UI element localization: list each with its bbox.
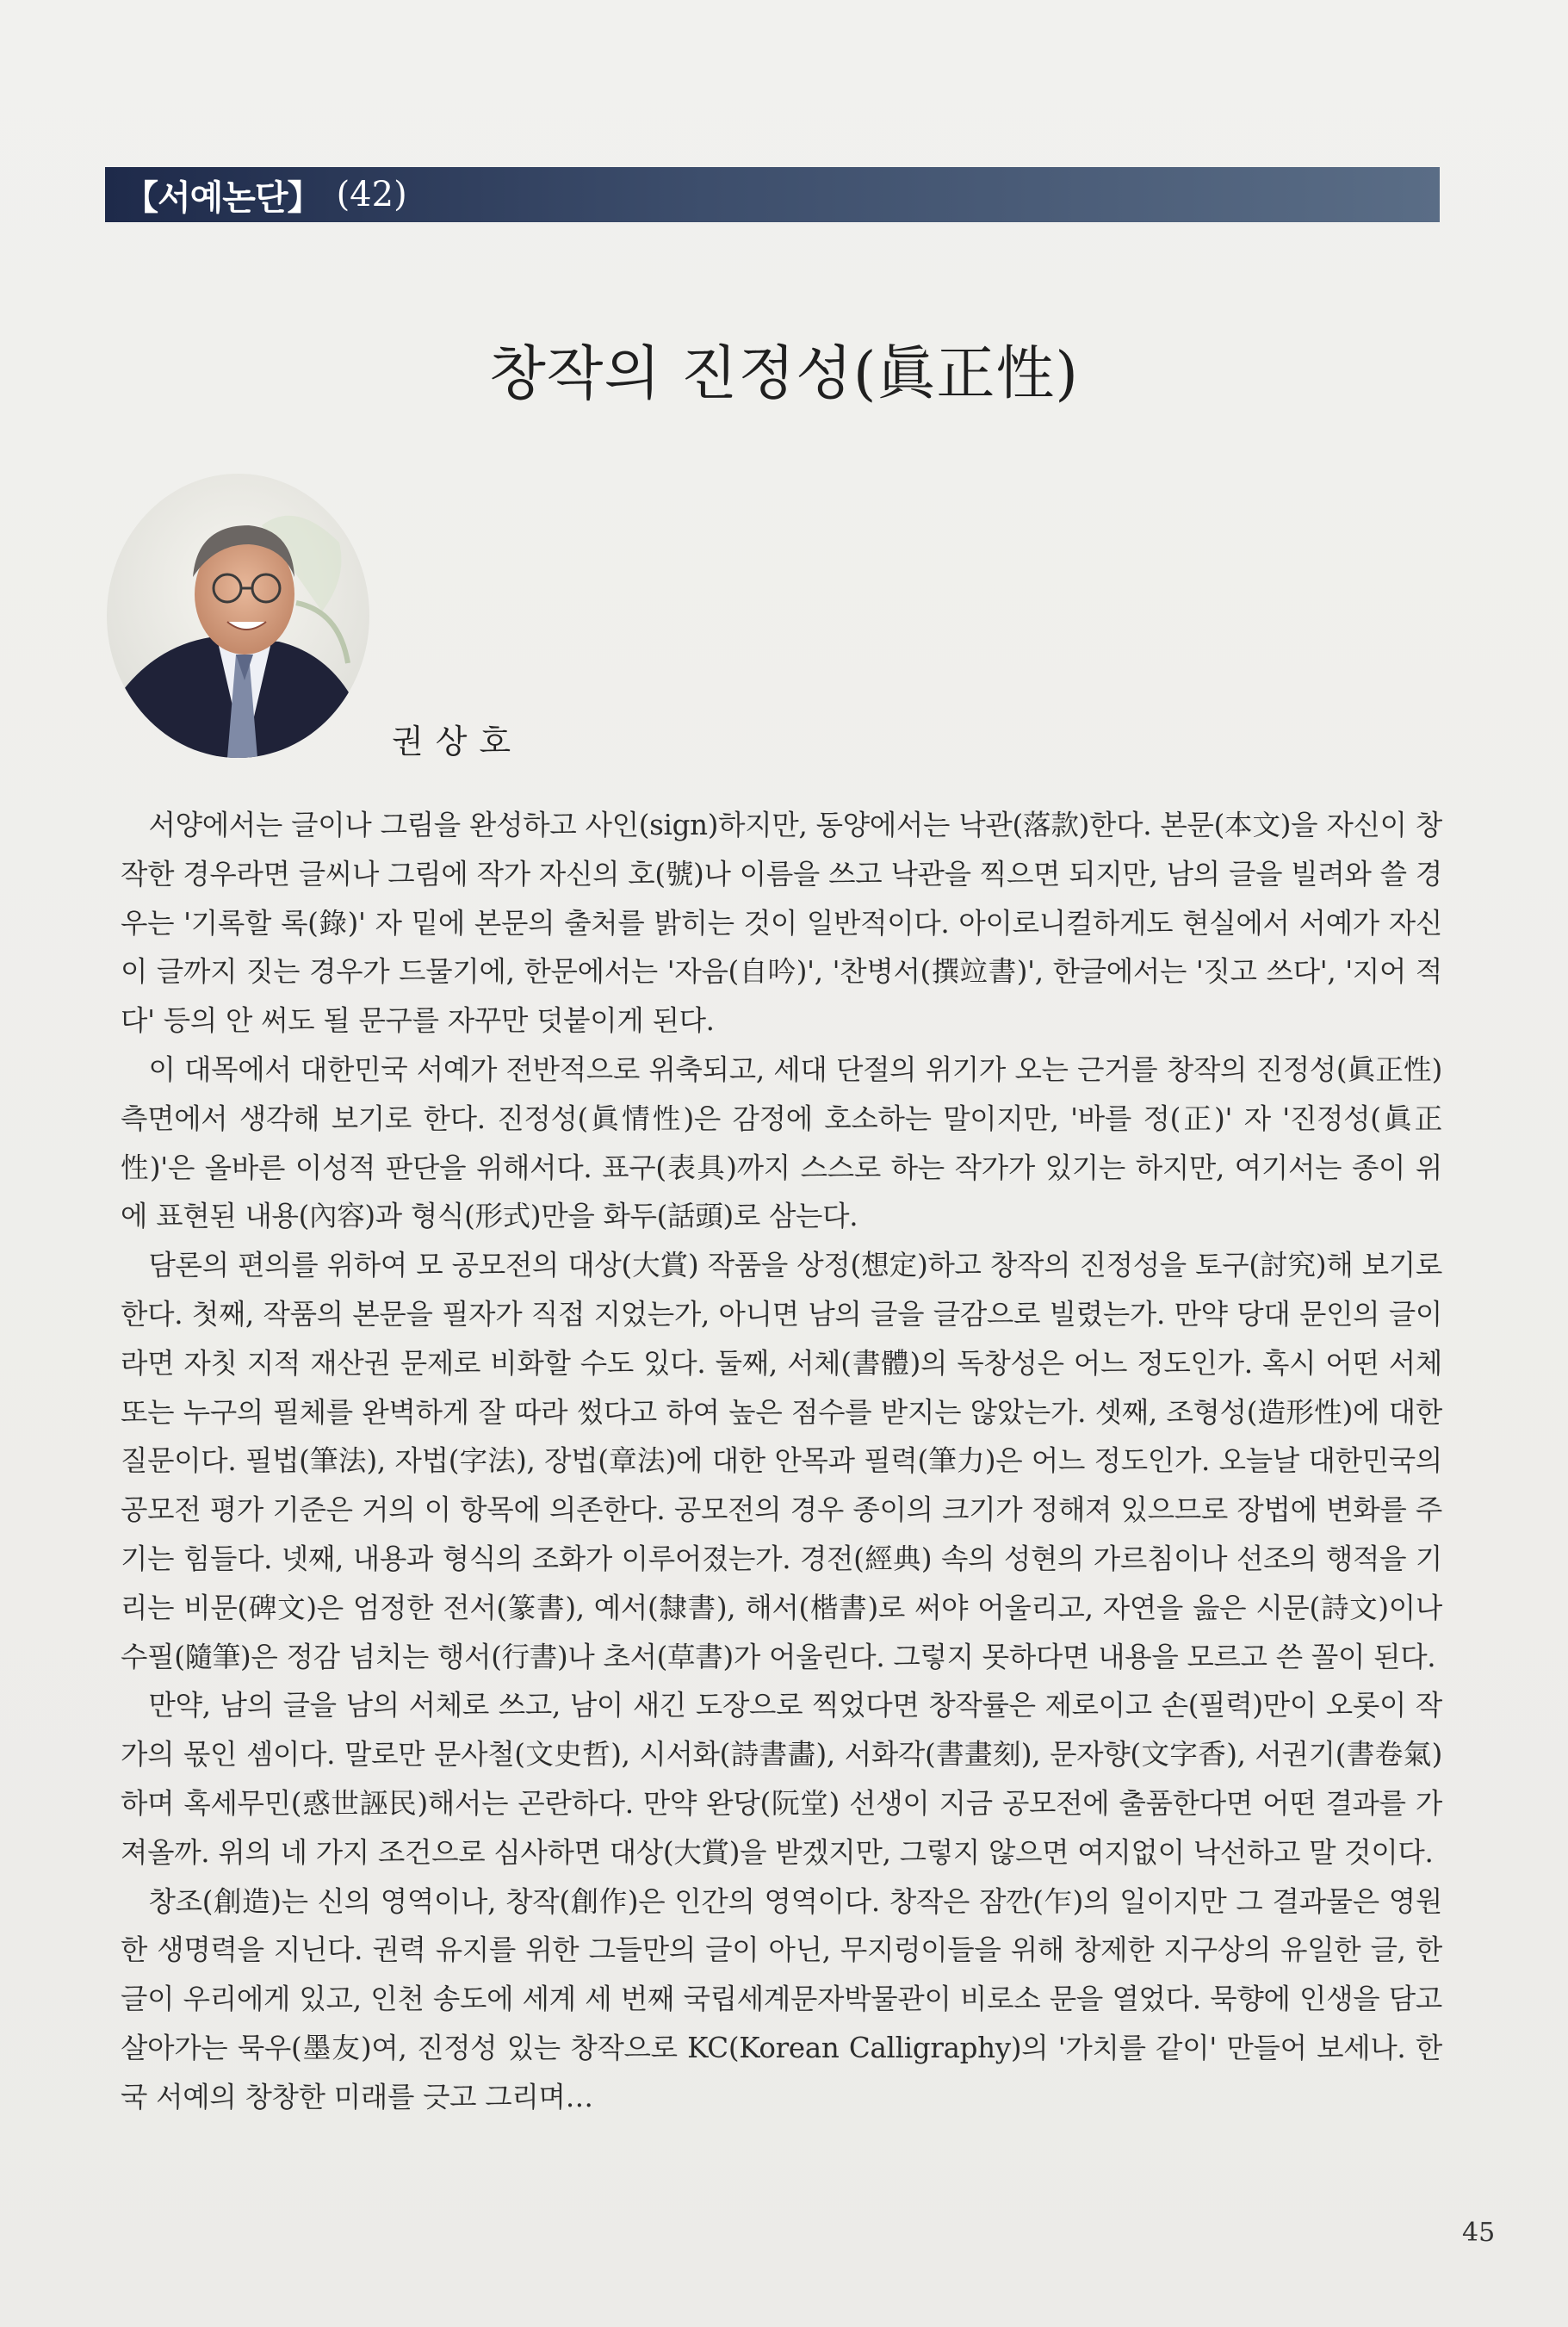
paragraph: 서양에서는 글이나 그림을 완성하고 사인(sign)하지만, 동양에서는 낙관(落款)한다. 본문(本文)을 자신이 창작한 경우라면 글씨나 그림에 작가 자신의 호(號)나 이름을 쓰고 낙관을 찍으면 되지만, 남의 글을 빌려와 쓸 경우는 '기록할 록(錄)' 자 밑에 본문의 출처를 밝히는 것이 일반적이다. 아이로니컬하게도 현실에서 서예가 자신이 글까지 짓는 경우가 드물기에, 한문에서는 '자음(自吟)', '찬병서(撰竝書)', 한글에서는 '짓고 쓰다', '지어 적다' 등의 안 써도 될 문구를 자꾸만 덧붙이게 된다. [121,809,1442,1038]
paragraph: 이 대목에서 대한민국 서예가 전반적으로 위축되고, 세대 단절의 위기가 오는 근거를 창작의 진정성(眞正性) 측면에서 생각해 보기로 한다. 진정성(眞情性)은 감정에 호소하는 말이지만, '바를 정(正)' 자 '진정성(眞正性)'은 올바른 이성적 판단을 위해서다. 표구(表具)까지 스스로 하는 작가가 있기는 하지만, 여기서는 종이 위에 표현된 내용(內容)과 형식(形式)만을 화두(話頭)로 삼는다. [121,1052,1442,1233]
article-body [121,801,1442,2122]
paragraph: 만약, 남의 글을 남의 서체로 쓰고, 남이 새긴 도장으로 찍었다면 창작률은 제로이고 손(필력)만이 오롯이 작가의 몫인 셈이다. 말로만 문사철(文史哲), 시서화(詩書畵), 서화각(書畫刻), 문자향(文字香), 서권기(書卷氣)하며 혹세무민(惑世誣民)해서는 곤란하다. 만약 완당(阮堂) 선생이 지금 공모전에 출품한다면 어떤 결과를 가져올까. 위의 네 가지 조건으로 심사하면 대상(大賞)을 받겠지만, 그렇지 않으면 여지없이 낙선하고 말 것이다. [121,1689,1442,1869]
author-portrait [107,474,369,758]
article-title: 창작의 진정성(眞正性) [489,340,1079,408]
page-number: 45 [1462,2218,1496,2248]
series-label: 【서예논단】 [124,177,321,218]
section-banner [105,167,1440,222]
author-name: 권상호 [392,723,524,760]
paragraph: 담론의 편의를 위하여 모 공모전의 대상(大賞) 작품을 상정(想定)하고 창작의 진정성을 토구(討究)해 보기로 한다. 첫째, 작품의 본문을 필자가 직접 지었는가, 아니면 남의 글을 글감으로 빌렸는가. 만약 당대 문인의 글이라면 자칫 지적 재산권 문제로 비화할 수도 있다. 둘째, 서체(書體)의 독창성은 어느 정도인가. 혹시 어떤 서체 또는 누구의 필체를 완벽하게 잘 따라 썼다고 하여 높은 점수를 받지는 않았는가. 셋째, 조형성(造形性)에 대한 질문이다. 필법(筆法), 자법(字法), 장법(章法)에 대한 안목과 필력(筆力)은 어느 정도인가. 오늘날 대한민국의 공모전 평가 기준은 거의 이 항목에 의존한다. 공모전의 경우 종이의 크기가 정해져 있으므로 장법에 변화를 주기는 힘들다. 넷째, 내용과 형식의 조화가 이루어졌는가. 경전(經典) 속의 성현의 가르침이나 선조의 행적을 기리는 비문(碑文)은 엄정한 전서(篆書), 예서(隸書), 해서(楷書)로 써야 어울리고, 자연을 읊은 시문(詩文)이나 수필(隨筆)은 정감 넘치는 행서(行書)나 초서(草書)가 어울린다. 그렇지 못하다면 내용을 모르고 쓴 꼴이 된다. [121,1249,1442,1673]
paragraph: 창조(創造)는 신의 영역이나, 창작(創作)은 인간의 영역이다. 창작은 잠깐(乍)의 일이지만 그 결과물은 영원한 생명력을 지닌다. 권력 유지를 위한 그들만의 글이 아닌, 무지렁이들을 위해 창제한 지구상의 유일한 글, 한글이 우리에게 있고, 인천 송도에 세계 세 번째 국립세계문자박물관이 비로소 문을 열었다. 묵향에 인생을 담고 살아가는 묵우(墨友)여, 진정성 있는 창작으로 KC(Korean Calligraphy)의 '가치를 같이' 만들어 보세나. 한국 서예의 창창한 미래를 긋고 그리며… [121,1884,1442,2113]
issue-number: (42) [336,175,407,214]
